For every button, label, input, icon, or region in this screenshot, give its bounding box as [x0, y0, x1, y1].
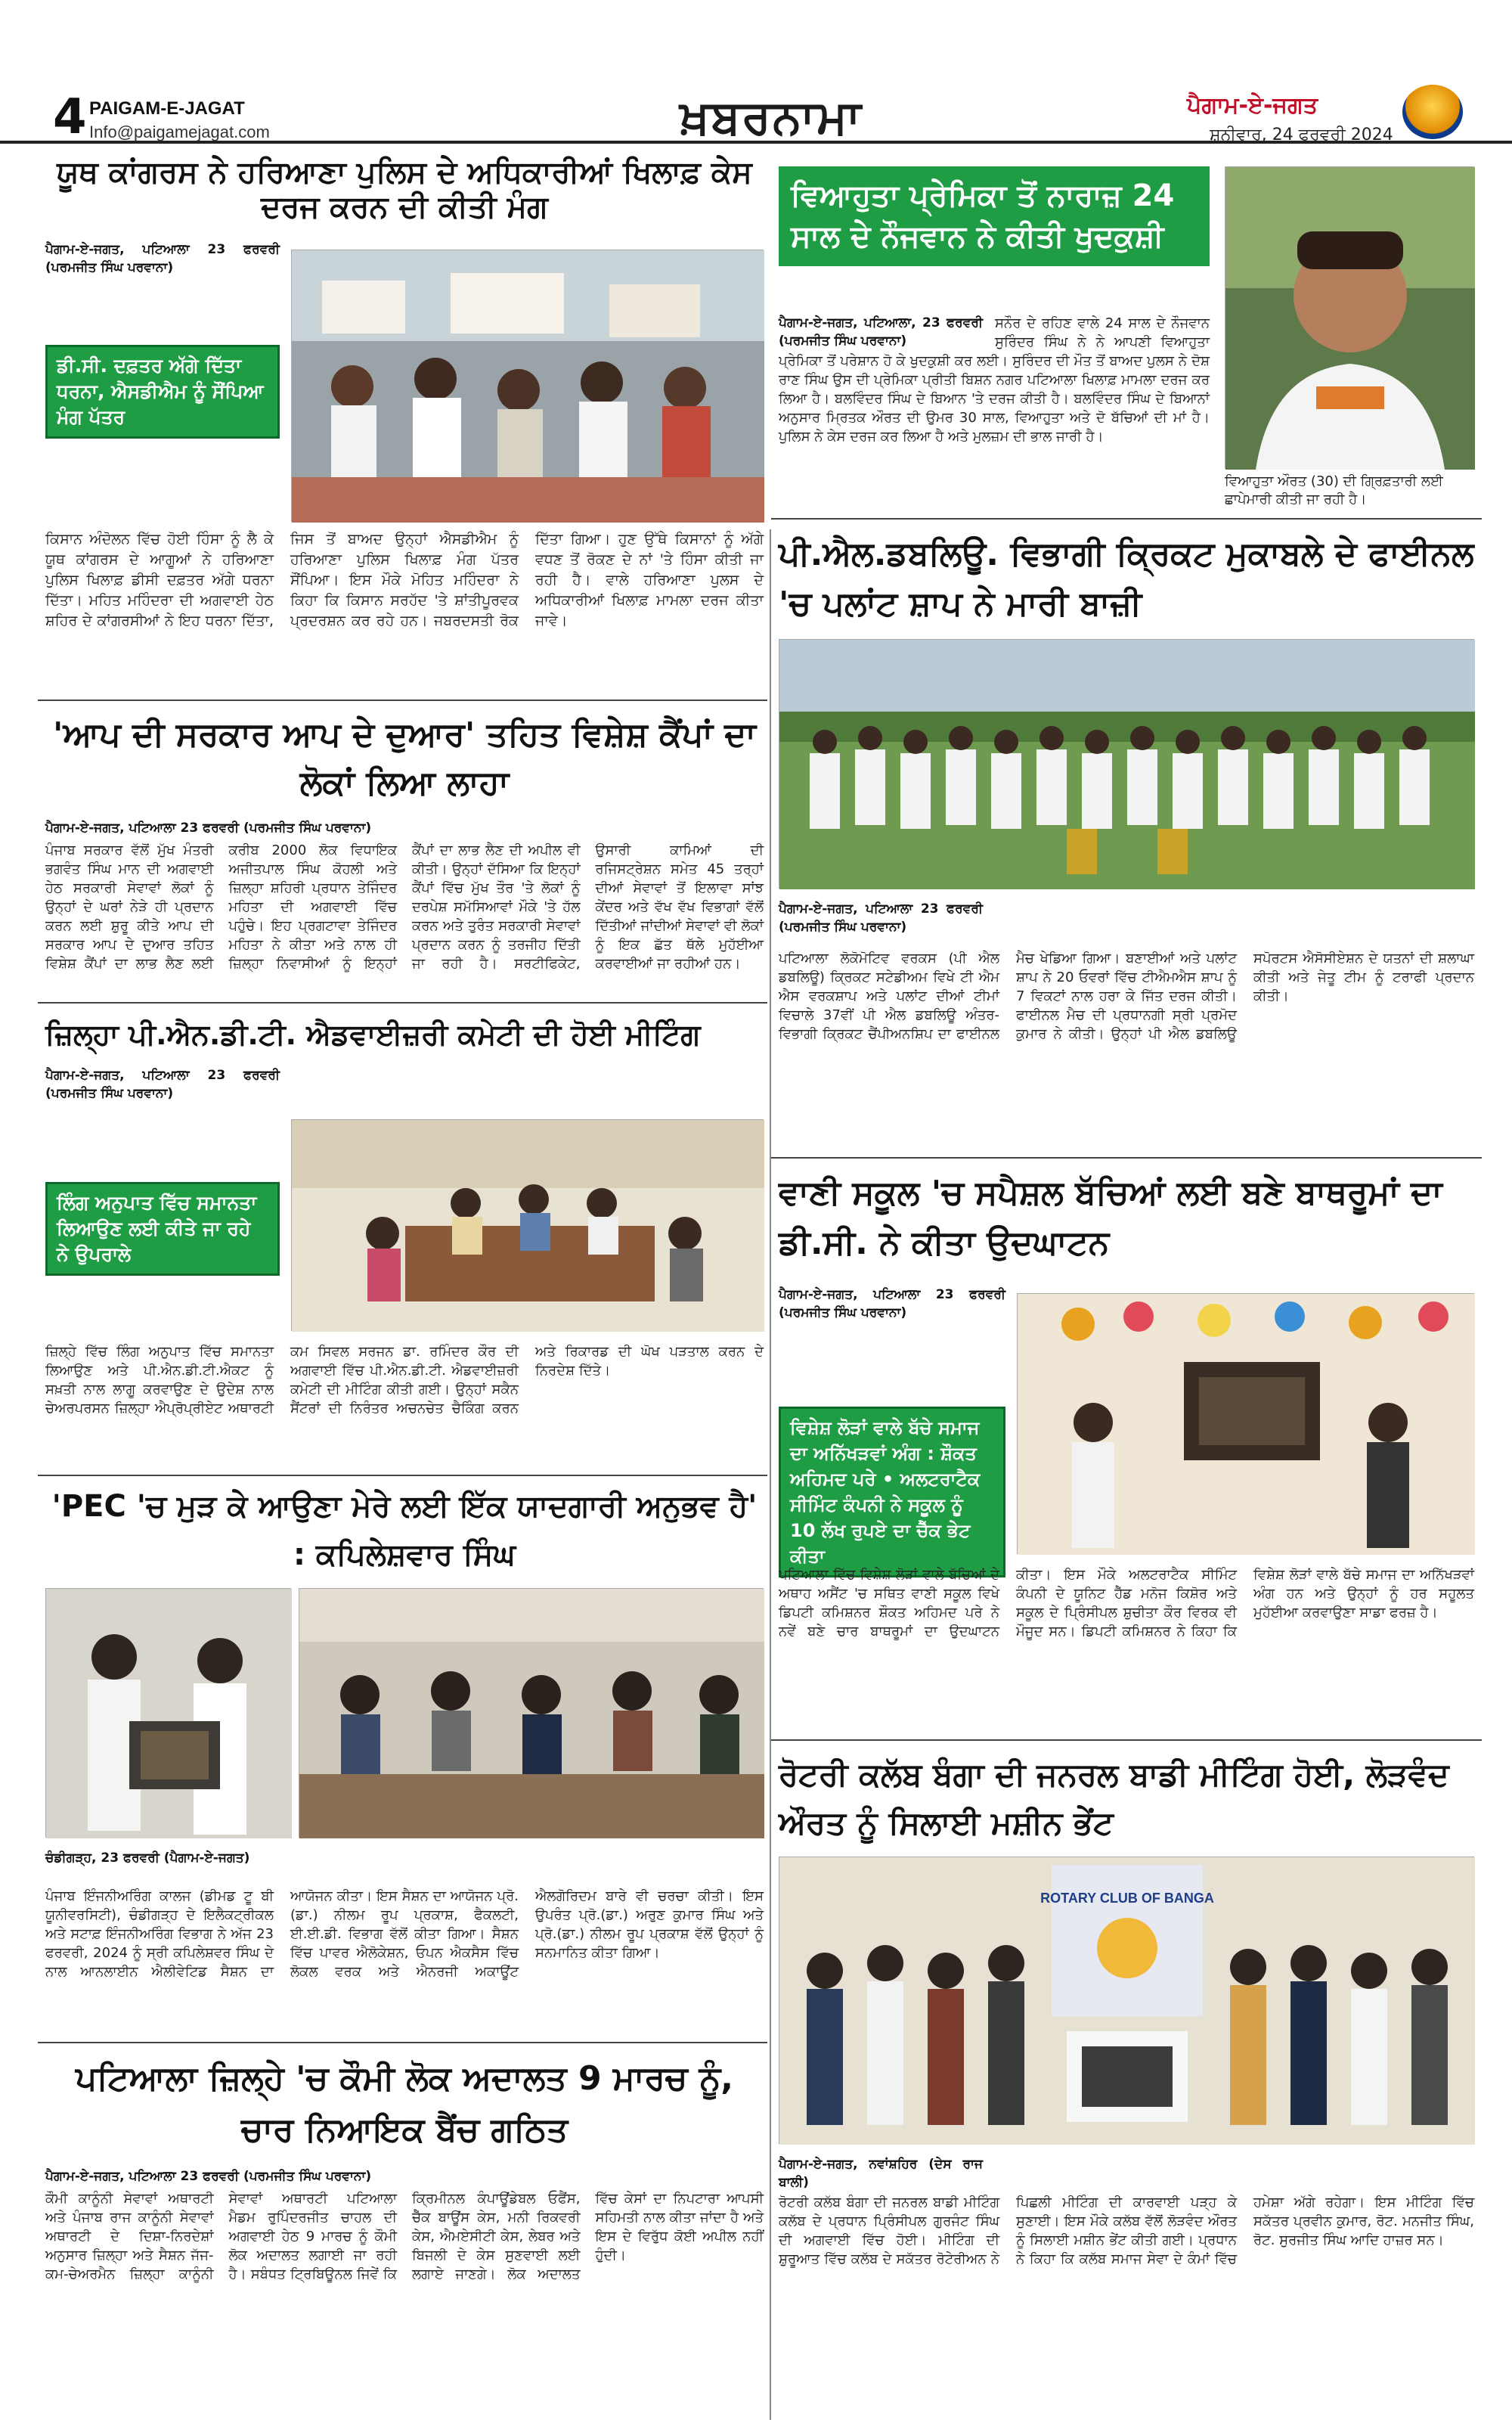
aap-camp-dateline: ਪੈਗਾਮ-ਏ-ਜਗਤ, ਪਟਿਆਲਾ 23 ਫਰਵਰੀ (ਪਰਮਜੀਤ ਸਿੰਘ ਪਰਵਾਨਾ)	[45, 821, 372, 836]
pec-award-photo	[45, 1588, 291, 1838]
pec-audience-illustration	[299, 1589, 764, 1838]
article-body-left	[45, 240, 280, 446]
pec-audience-photo	[299, 1588, 764, 1838]
rotary-illustration	[779, 1857, 1475, 2145]
protest-photo	[291, 250, 764, 522]
divider	[38, 1475, 767, 1476]
divider	[38, 2042, 767, 2043]
divider	[771, 518, 1482, 520]
meeting-photo	[291, 1119, 764, 1331]
article-headline: ਯੂਥ ਕਾਂਗਰਸ ਨੇ ਹਰਿਆਣਾ ਪੁਲਿਸ ਦੇ ਅਧਿਕਾਰੀਆਂ ਖਿਲਾਫ਼ ਕੇਸ ਦਰਜ ਕਰਨ ਦੀ ਕੀਤੀ ਮੰਗ	[57, 155, 752, 225]
cricket-body: ਪਟਿਆਲਾ ਲੋਕੋਮੋਟਿਵ ਵਰਕਸ (ਪੀ ਐਲ ਡਬਲਿਊ) ਕ੍ਰਿਕਟ ਸਟੇਡੀਅਮ ਵਿਖੇ ਟੀ ਐਮ ਐਸ ਵਰਕਸ਼ਾਪ ਅਤੇ ਪਲਾਂਟ ਦੀਆਂ ਟੀਮਾਂ ਵਿਚਾਲੇ 37ਵੀਂ ਪੀ ਐਲ ਡਬਲਿਊ ਅੰਤਰ-ਵਿਭਾਗੀ ਕ੍ਰਿਕਟ ਚੈਂਪੀਅਨਸ਼ਿਪ ਦਾ ਫਾਈਨਲ ਮੈਚ ਖੇਡਿਆ ਗਿਆ। ਬਣਾਈਆਂ ਅਤੇ ਪਲਾਂਟ ਸ਼ਾਪ ਨੇ 20 ਓਵਰਾਂ ਵਿੱਚ ਟੀਐਮਐਸ ਸ਼ਾਪ ਨੂੰ 7 ਵਿਕਟਾਂ ਨਾਲ ਹਰਾ ਕੇ ਜਿੱਤ ਦਰਜ ਕੀਤੀ। ਫਾਈਨਲ ਮੈਚ ਦੀ ਪ੍ਰਧਾਨਗੀ ਸ੍ਰੀ ਪ੍ਰਮੋਦ ਕੁਮਾਰ ਨੇ ਕੀਤੀ। ਉਨ੍ਹਾਂ ਪੀ ਐਲ ਡਬਲਿਊ ਸਪੋਰਟਸ ਐਸੋਸੀਏਸ਼ਨ ਦੇ ਯਤਨਾਂ ਦੀ ਸ਼ਲਾਘਾ ਕੀਤੀ ਅਤੇ ਜੇਤੂ ਟੀਮ ਨੂੰ ਟਰਾਫੀ ਪ੍ਰਦਾਨ ਕੀਤੀ।	[779, 951, 1474, 1042]
aap-camp-body: ਪੰਜਾਬ ਸਰਕਾਰ ਵੱਲੋਂ ਮੁੱਖ ਮੰਤਰੀ ਭਗਵੰਤ ਸਿੰਘ ਮਾਨ ਦੀ ਅਗਵਾਈ ਹੇਠ ਸਰਕਾਰੀ ਸੇਵਾਵਾਂ ਲੋਕਾਂ ਨੂੰ ਉਨ੍ਹਾਂ ਦੇ ਘਰਾਂ ਨੇੜੇ ਹੀ ਪ੍ਰਦਾਨ ਕਰਨ ਲਈ ਸ਼ੁਰੂ ਕੀਤੇ ਆਪ ਦੀ ਸਰਕਾਰ ਆਪ ਦੇ ਦੁਆਰ ਤਹਿਤ ਵਿਸ਼ੇਸ਼ ਕੈਂਪਾਂ ਦਾ ਲਾਭ ਲੈਣ ਲਈ ਕਰੀਬ 2000 ਲੋਕ ਵਿਧਾਇਕ ਅਜੀਤਪਾਲ ਸਿੰਘ ਕੋਹਲੀ ਅਤੇ ਜ਼ਿਲ੍ਹਾ ਸ਼ਹਿਰੀ ਪ੍ਰਧਾਨ ਤੇਜਿੰਦਰ ਮਹਿਤਾ ਦੀ ਅਗਵਾਈ ਵਿੱਚ ਪਹੁੰਚੇ। ਇਹ ਪ੍ਰਗਟਾਵਾ ਤੇਜਿੰਦਰ ਮਹਿਤਾ ਨੇ ਕੀਤਾ ਅਤੇ ਨਾਲ ਹੀ ਜ਼ਿਲ੍ਹਾ ਨਿਵਾਸੀਆਂ ਨੂੰ ਇਨ੍ਹਾਂ ਕੈਂਪਾਂ ਦਾ ਲਾਭ ਲੈਣ ਦੀ ਅਪੀਲ ਵੀ ਕੀਤੀ। ਉਨ੍ਹਾਂ ਦੱਸਿਆ ਕਿ ਇਨ੍ਹਾਂ ਕੈਂਪਾਂ ਵਿੱਚ ਮੁੱਖ ਤੌਰ 'ਤੇ ਲੋਕਾਂ ਨੂੰ ਦਰਪੇਸ਼ ਸਮੱਸਿਆਵਾਂ ਮੌਕੇ 'ਤੇ ਹੱਲ ਕਰਨ ਅਤੇ ਤੁਰੰਤ ਸਰਕਾਰੀ ਸੇਵਾਵਾਂ ਪ੍ਰਦਾਨ ਕਰਨ ਨੂੰ ਤਰਜੀਹ ਦਿੱਤੀ ਜਾ ਰਹੀ ਹੈ। ਸਰਟੀਫਿਕੇਟ, ਉਸਾਰੀ ਕਾਮਿਆਂ ਦੀ ਰਜਿਸਟ੍ਰੇਸ਼ਨ ਸਮੇਤ 45 ਤਰ੍ਹਾਂ ਦੀਆਂ ਸੇਵਾਵਾਂ ਤੋਂ ਇਲਾਵਾ ਸਾਂਝ ਕੇਂਦਰ ਅਤੇ ਵੱਖ ਵੱਖ ਵਿਭਾਗਾਂ ਵੱਲੋਂ ਦਿੱਤੀਆਂ ਜਾਂਦੀਆਂ ਸੇਵਾਵਾਂ ਵੀ ਲੋਕਾਂ ਨੂੰ ਇਕ ਛੱਤ ਥੱਲੇ ਮੁਹੱਈਆ ਕਰਵਾਈਆਂ ਜਾ ਰਹੀਆਂ ਹਨ।	[45, 842, 764, 972]
divider	[771, 1157, 1482, 1159]
rotary-body: ਰੋਟਰੀ ਕਲੱਬ ਬੰਗਾ ਦੀ ਜਨਰਲ ਬਾਡੀ ਮੀਟਿੰਗ ਕਲੱਬ ਦੇ ਪ੍ਰਧਾਨ ਪ੍ਰਿੰਸੀਪਲ ਗੁਰਜੰਟ ਸਿੰਘ ਦੀ ਅਗਵਾਈ ਵਿੱਚ ਹੋਈ। ਮੀਟਿੰਗ ਦੀ ਸ਼ੁਰੂਆਤ ਵਿੱਚ ਕਲੱਬ ਦੇ ਸਕੱਤਰ ਰੋਟੇਰੀਅਨ ਨੇ ਪਿਛਲੀ ਮੀਟਿੰਗ ਦੀ ਕਾਰਵਾਈ ਪੜ੍ਹ ਕੇ ਸੁਣਾਈ। ਇਸ ਮੌਕੇ ਕਲੱਬ ਵੱਲੋਂ ਲੋੜਵੰਦ ਔਰਤ ਨੂੰ ਸਿਲਾਈ ਮਸ਼ੀਨ ਭੇਂਟ ਕੀਤੀ ਗਈ। ਪ੍ਰਧਾਨ ਨੇ ਕਿਹਾ ਕਿ ਕਲੱਬ ਸਮਾਜ ਸੇਵਾ ਦੇ ਕੰਮਾਂ ਵਿੱਚ ਹਮੇਸ਼ਾ ਅੱਗੇ ਰਹੇਗਾ। ਇਸ ਮੀਟਿੰਗ ਵਿੱਚ ਸਕੱਤਰ ਪ੍ਰਵੀਨ ਕੁਮਾਰ, ਰੋਟ. ਮਨਜੀਤ ਸਿੰਘ, ਰੋਟ. ਸੁਰਜੀਤ ਸਿੰਘ ਆਦਿ ਹਾਜ਼ਰ ਸਨ।	[779, 2195, 1474, 2267]
pec-award-illustration	[46, 1589, 292, 1838]
section-title: ਖ਼ਬਰਨਾਮਾ	[680, 89, 863, 144]
rotary-headline: ਰੋਟਰੀ ਕਲੱਬ ਬੰਗਾ ਦੀ ਜਨਰਲ ਬਾਡੀ ਮੀਟਿੰਗ ਹੋਈ, ਲੋੜਵੰਦ ਔਰਤ ਨੂੰ ਸਿਲਾਈ ਮਸ਼ੀਨ ਭੇਂਟ	[779, 1756, 1449, 1841]
divider	[38, 700, 767, 701]
callout-box: ਡੀ.ਸੀ. ਦਫ਼ਤਰ ਅੱਗੇ ਦਿੱਤਾ ਧਰਨਾ, ਐਸਡੀਐਮ ਨੂੰ ਸੌਂਪਿਆ ਮੰਗ ਪੱਤਰ	[45, 345, 280, 439]
pndt-body: ਜ਼ਿਲ੍ਹੇ ਵਿੱਚ ਲਿੰਗ ਅਨੁਪਾਤ ਵਿੱਚ ਸਮਾਨਤਾ ਲਿਆਉਣ ਅਤੇ ਪੀ.ਐਨ.ਡੀ.ਟੀ.ਐਕਟ ਨੂੰ ਸਖ਼ਤੀ ਨਾਲ ਲਾਗੂ ਕਰਵਾਉਣ ਦੇ ਉਦੇਸ਼ ਨਾਲ ਚੇਅਰਪਰਸਨ ਜ਼ਿਲ੍ਹਾ ਐਪ੍ਰੋਪ੍ਰੀਏਟ ਅਥਾਰਟੀ ਕਮ ਸਿਵਲ ਸਰਜਨ ਡਾ. ਰਮਿੰਦਰ ਕੌਰ ਦੀ ਅਗਵਾਈ ਵਿੱਚ ਪੀ.ਐਨ.ਡੀ.ਟੀ. ਐਡਵਾਈਜ਼ਰੀ ਕਮੇਟੀ ਦੀ ਮੀਟਿੰਗ ਕੀਤੀ ਗਈ। ਉਨ੍ਹਾਂ ਸਕੈਨ ਸੈਂਟਰਾਂ ਦੀ ਨਿਰੰਤਰ ਅਚਨਚੇਤ ਚੈਕਿੰਗ ਕਰਨ ਅਤੇ ਰਿਕਾਰਡ ਦੀ ਘੋਖ ਪੜਤਾਲ ਕਰਨ ਦੇ ਨਿਰਦੇਸ਼ ਦਿੱਤੇ।	[45, 1344, 764, 1416]
callout-box: ਲਿੰਗ ਅਨੁਪਾਤ ਵਿੱਚ ਸਮਾਨਤਾ ਲਿਆਉਣ ਲਈ ਕੀਤੇ ਜਾ ਰਹੇ ਨੇ ਉਪਰਾਲੇ	[45, 1182, 280, 1276]
victim-photo-illustration	[1225, 167, 1475, 470]
article-headline: ਵਿਆਹੁਤਾ ਪ੍ਰੇਮਿਕਾ ਤੋਂ ਨਾਰਾਜ਼ 24 ਸਾਲ ਦੇ ਨੌਜਵਾਨ ਨੇ ਕੀਤੀ ਖੁਦਕੁਸ਼ੀ	[779, 166, 1210, 266]
masthead	[0, 0, 1512, 144]
dateline: ਪੈਗਾਮ-ਏ-ਜਗਤ, ਪਟਿਆਲਾ 23 ਫਰਵਰੀ (ਪਰਮਜੀਤ ਸਿੰਘ ਪਰਵਾਨਾ)	[45, 1068, 280, 1101]
pndt-left	[45, 1066, 280, 1276]
school-headline: ਵਾਣੀ ਸਕੂਲ 'ਚ ਸਪੈਸ਼ਲ ਬੱਚਿਆਂ ਲਈ ਬਣੇ ਬਾਥਰੂਮਾਂ ਦਾ ਡੀ.ਸੀ. ਨੇ ਕੀਤਾ ਉਦਘਾਟਨ	[779, 1174, 1442, 1262]
brand-name: PAIGAM-E-JAGAT	[89, 98, 245, 119]
pec-body: ਪੰਜਾਬ ਇੰਜਨੀਅਰਿੰਗ ਕਾਲਜ (ਡੀਮਡ ਟੂ ਬੀ ਯੂਨੀਵਰਸਿਟੀ), ਚੰਡੀਗੜ੍ਹ ਦੇ ਇਲੈਕਟ੍ਰੀਕਲ ਅਤੇ ਸਟਾਫ਼ ਇੰਜਨੀਅਰਿੰਗ ਵਿਭਾਗ ਨੇ ਅੱਜ 23 ਫਰਵਰੀ, 2024 ਨੂੰ ਸ੍ਰੀ ਕਪਿਲੇਸ਼ਵਰ ਸਿੰਘ ਦੇ ਨਾਲ ਆਨਲਾਈਨ ਐਲੀਵੇਟਿਡ ਸੈਸ਼ਨ ਦਾ ਆਯੋਜਨ ਕੀਤਾ। ਇਸ ਸੈਸ਼ਨ ਦਾ ਆਯੋਜਨ ਪ੍ਰੋ.(ਡਾ.) ਨੀਲਮ ਰੂਪ ਪ੍ਰਕਾਸ਼, ਫੈਕਲਟੀ, ਈ.ਈ.ਡੀ. ਵਿਭਾਗ ਵੱਲੋਂ ਕੀਤਾ ਗਿਆ। ਸੈਸ਼ਨ ਵਿੱਚ ਪਾਵਰ ਐਲੋਕੇਸ਼ਨ, ਓਪਨ ਐਕਸੈਸ ਵਿੱਚ ਲੋਕਲ ਵਰਕ ਅਤੇ ਐਨਰਜੀ ਅਕਾਊਂਟ ਐਲਗੋਰਿਦਮ ਬਾਰੇ ਵੀ ਚਰਚਾ ਕੀਤੀ। ਇਸ ਉਪਰੰਤ ਪ੍ਰੋ.(ਡਾ.) ਅਰੁਣ ਕੁਮਾਰ ਸਿੰਘ ਅਤੇ ਪ੍ਰੋ.(ਡਾ.) ਨੀਲਮ ਰੂਪ ਪ੍ਰਕਾਸ਼ ਵੱਲੋਂ ਉਨ੍ਹਾਂ ਨੂੰ ਸਨਮਾਨਿਤ ਕੀਤਾ ਗਿਆ।	[45, 1888, 764, 1980]
article-body: ਕਿਸਾਨ ਅੰਦੋਲਨ ਵਿੱਚ ਹੋਈ ਹਿੰਸਾ ਨੂੰ ਲੈ ਕੇ ਯੂਥ ਕਾਂਗਰਸ ਦੇ ਆਗੂਆਂ ਨੇ ਹਰਿਆਣਾ ਪੁਲਿਸ ਖਿਲਾਫ਼ ਡੀਸੀ ਦਫ਼ਤਰ ਅੱਗੇ ਧਰਨਾ ਦਿੱਤਾ। ਮਹਿਤ ਮਹਿੰਦਰਾ ਦੀ ਅਗਵਾਈ ਹੇਠ ਸ਼ਹਿਰ ਦੇ ਕਾਂਗਰਸੀਆਂ ਨੇ ਇਹ ਧਰਨਾ ਦਿੱਤਾ, ਜਿਸ ਤੋਂ ਬਾਅਦ ਉਨ੍ਹਾਂ ਐਸਡੀਐਮ ਨੂੰ ਹਰਿਆਣਾ ਪੁਲਿਸ ਖਿਲਾਫ਼ ਮੰਗ ਪੱਤਰ ਸੌਂਪਿਆ। ਇਸ ਮੌਕੇ ਮੋਹਿਤ ਮਹਿੰਦਰਾ ਨੇ ਕਿਹਾ ਕਿ ਕਿਸਾਨ ਸਰਹੱਦ 'ਤੇ ਸ਼ਾਂਤੀਪੂਰਵਕ ਪ੍ਰਦਰਸ਼ਨ ਕਰ ਰਹੇ ਹਨ। ਜਬਰਦਸਤੀ ਰੋਕ ਦਿੱਤਾ ਗਿਆ। ਹੁਣ ਉੱਥੇ ਕਿਸਾਨਾਂ ਨੂੰ ਅੱਗੇ ਵਧਣ ਤੋਂ ਰੋਕਣ ਦੇ ਨਾਂ 'ਤੇ ਹਿੰਸਾ ਕੀਤੀ ਜਾ ਰਹੀ ਹੈ। ਵਾਲੇ ਹਰਿਆਣਾ ਪੁਲਸ ਦੇ ਅਧਿਕਾਰੀਆਂ ਖਿਲਾਫ਼ ਮਾਮਲਾ ਦਰਜ ਕੀਤਾ ਜਾਵੇ।	[45, 531, 764, 629]
rotary-banner-text: ROTARY CLUB OF BANGA	[1040, 1891, 1214, 1906]
issue-date: ਸ਼ਨੀਵਾਰ, 24 ਫਰਵਰੀ 2024	[1210, 126, 1393, 144]
rotary-dateline: ਪੈਗਾਮ-ਏ-ਜਗਤ, ਨਵਾਂਸ਼ਹਿਰ (ਦੇਸ ਰਾਜ ਬਾਲੀ)	[779, 2157, 983, 2190]
aap-camp-headline: 'ਆਪ ਦੀ ਸਰਕਾਰ ਆਪ ਦੇ ਦੁਆਰ' ਤਹਿਤ ਵਿਸ਼ੇਸ਼ ਕੈਂਪਾਂ ਦਾ ਲੋਕਾਂ ਲਿਆ ਲਾਹਾ	[53, 715, 756, 802]
lok-adalat-dateline: ਪੈਗਾਮ-ਏ-ਜਗਤ, ਪਟਿਆਲਾ 23 ਫਰਵਰੀ (ਪਰਮਜੀਤ ਸਿੰਘ ਪਰਵਾਨਾ)	[45, 2169, 372, 2184]
inauguration-illustration	[1018, 1294, 1475, 1555]
dateline: ਪੈਗਾਮ-ਏ-ਜਗਤ, ਪਟਿਆਲਾ, 23 ਫਰਵਰੀ (ਪਰਮਜੀਤ ਸਿੰਘ ਪਰਵਾਨਾ)	[779, 315, 983, 349]
column-divider	[770, 529, 771, 2420]
school-callout: ਵਿਸ਼ੇਸ਼ ਲੋੜਾਂ ਵਾਲੇ ਬੱਚੇ ਸਮਾਜ ਦਾ ਅਨਿੱਖੜਵਾਂ ਅੰਗ : ਸ਼ੌਕਤ ਅਹਿਮਦ ਪਰੇ • ਅਲਟਰਾਟੈਕ ਸੀਮਿੰਟ ਕੰਪਨੀ ਨੇ ਸਕੂਲ ਨੂੰ 10 ਲੱਖ ਰੁਪਏ ਦਾ ਚੈੱਕ ਭੇਟ ਕੀਤਾ	[779, 1407, 1005, 1577]
pndt-headline: ਜ਼ਿਲ੍ਹਾ ਪੀ.ਐਨ.ਡੀ.ਟੀ. ਐਡਵਾਈਜ਼ਰੀ ਕਮੇਟੀ ਦੀ ਹੋਈ ਮੀਟਿੰਗ	[45, 1018, 701, 1051]
lok-adalat-headline: ਪਟਿਆਲਾ ਜ਼ਿਲ੍ਹੇ 'ਚ ਕੌਮੀ ਲੋਕ ਅਦਾਲਤ 9 ਮਾਰਚ ਨੂੰ, ਚਾਰ ਨਿਆਇਕ ਬੈਂਚ ਗਠਿਤ	[75, 2059, 734, 2149]
inauguration-photo	[1017, 1293, 1474, 1554]
divider	[771, 1739, 1482, 1741]
school-body: ਪਟਿਆਲਾ ਵਿੱਚ ਵਿਸ਼ੇਸ਼ ਲੋੜਾਂ ਵਾਲੇ ਬੱਚਿਆਂ ਦੇ ਅਥਾਹ ਅਸੈਂਟ 'ਚ ਸਥਿਤ ਵਾਣੀ ਸਕੂਲ ਵਿਖੇ ਡਿਪਟੀ ਕਮਿਸ਼ਨਰ ਸ਼ੌਕਤ ਅਹਿਮਦ ਪਰੇ ਨੇ ਨਵੇਂ ਬਣੇ ਚਾਰ ਬਾਥਰੂਮਾਂ ਦਾ ਉਦਘਾਟਨ ਕੀਤਾ। ਇਸ ਮੌਕੇ ਅਲਟਰਾਟੈਕ ਸੀਮਿੰਟ ਕੰਪਨੀ ਦੇ ਯੂਨਿਟ ਹੈੱਡ ਮਨੋਜ ਕਿਸ਼ੋਰ ਅਤੇ ਸਕੂਲ ਦੇ ਪ੍ਰਿੰਸੀਪਲ ਸ਼ੁਚੀਤਾ ਕੌਰ ਵਿਰਕ ਵੀ ਮੌਜੂਦ ਸਨ। ਡਿਪਟੀ ਕਮਿਸ਼ਨਰ ਨੇ ਕਿਹਾ ਕਿ ਵਿਸ਼ੇਸ਼ ਲੋੜਾਂ ਵਾਲੇ ਬੱਚੇ ਸਮਾਜ ਦਾ ਅਨਿੱਖੜਵਾਂ ਅੰਗ ਹਨ ਅਤੇ ਉਨ੍ਹਾਂ ਨੂੰ ਹਰ ਸਹੂਲਤ ਮੁਹੱਈਆ ਕਰਵਾਉਣਾ ਸਾਡਾ ਫਰਜ਼ ਹੈ।	[779, 1567, 1474, 1639]
school-dateline: ਪੈਗਾਮ-ਏ-ਜਗਤ, ਪਟਿਆਲਾ 23 ਫਰਵਰੀ (ਪਰਮਜੀਤ ਸਿੰਘ ਪਰਵਾਨਾ)	[779, 1287, 1005, 1320]
contact-email[interactable]: Info@paigamejagat.com	[89, 123, 270, 141]
cricket-headline: ਪੀ.ਐਲ.ਡਬਲਿਊ. ਵਿਭਾਗੀ ਕ੍ਰਿਕਟ ਮੁਕਾਬਲੇ ਦੇ ਫਾਈਨਲ 'ਚ ਪਲਾਂਟ ਸ਼ਾਪ ਨੇ ਮਾਰੀ ਬਾਜ਼ੀ	[779, 535, 1474, 623]
cricket-team-photo	[779, 639, 1474, 889]
article-suicide	[779, 166, 1210, 266]
lok-adalat-body: ਕੌਮੀ ਕਾਨੂੰਨੀ ਸੇਵਾਵਾਂ ਅਥਾਰਟੀ ਅਤੇ ਪੰਜਾਬ ਰਾਜ ਕਾਨੂੰਨੀ ਸੇਵਾਵਾਂ ਅਥਾਰਟੀ ਦੇ ਦਿਸ਼ਾ-ਨਿਰਦੇਸ਼ਾਂ ਅਨੁਸਾਰ ਜ਼ਿਲ੍ਹਾ ਅਤੇ ਸੈਸ਼ਨ ਜੱਜ-ਕਮ-ਚੇਅਰਮੈਨ ਜ਼ਿਲ੍ਹਾ ਕਾਨੂੰਨੀ ਸੇਵਾਵਾਂ ਅਥਾਰਟੀ ਪਟਿਆਲਾ ਮੈਡਮ ਰੁਪਿੰਦਰਜੀਤ ਚਾਹਲ ਦੀ ਅਗਵਾਈ ਹੇਠ 9 ਮਾਰਚ ਨੂੰ ਕੌਮੀ ਲੋਕ ਅਦਾਲਤ ਲਗਾਈ ਜਾ ਰਹੀ ਹੈ। ਸਬੰਧਤ ਟ੍ਰਿਬਿਊਨਲ ਜਿਵੇਂ ਕਿ ਕ੍ਰਿਮੀਨਲ ਕੰਪਾਊਂਡੇਬਲ ਓਫੈਂਸ, ਚੈੱਕ ਬਾਊਂਸ ਕੇਸ, ਮਨੀ ਰਿਕਵਰੀ ਕੇਸ, ਐਮਏਸੀਟੀ ਕੇਸ, ਲੇਬਰ ਅਤੇ ਬਿਜਲੀ ਦੇ ਕੇਸ ਸੁਣਵਾਈ ਲਈ ਲਗਾਏ ਜਾਣਗੇ। ਲੋਕ ਅਦਾਲਤ ਵਿੱਚ ਕੇਸਾਂ ਦਾ ਨਿਪਟਾਰਾ ਆਪਸੀ ਸਹਿਮਤੀ ਨਾਲ ਕੀਤਾ ਜਾਂਦਾ ਹੈ ਅਤੇ ਇਸ ਦੇ ਵਿਰੁੱਧ ਕੋਈ ਅਪੀਲ ਨਹੀਂ ਹੁੰਦੀ।	[45, 2191, 764, 2282]
cricket-team-illustration	[779, 640, 1475, 889]
victim-photo	[1225, 166, 1474, 469]
dateline: ਪੈਗਾਮ-ਏ-ਜਗਤ, ਪਟਿਆਲਾ 23 ਫਰਵਰੀ (ਪਰਮਜੀਤ ਸਿੰਘ ਪਰਵਾਨਾ)	[45, 242, 280, 275]
pec-headline: 'PEC 'ਚ ਮੁੜ ਕੇ ਆਉਣਾ ਮੇਰੇ ਲਈ ਇੱਕ ਯਾਦਗਾਰੀ ਅਨੁਭਵ ਹੈ' : ਕਪਿਲੇਸ਼ਵਾਰ ਸਿੰਘ	[51, 1489, 758, 1572]
paper-name: ਪੈਗਾਮ-ਏ-ਜਗਤ	[1187, 92, 1318, 119]
divider	[38, 1002, 767, 1004]
photo-caption: ਵਿਆਹੁਤਾ ਔਰਤ (30) ਦੀ ਗ੍ਰਿਫ਼ਤਾਰੀ ਲਈ ਛਾਪੇਮਾਰੀ ਕੀਤੀ ਜਾ ਰਹੀ ਹੈ।	[1225, 473, 1443, 507]
cricket-dateline: ਪੈਗਾਮ-ਏ-ਜਗਤ, ਪਟਿਆਲਾ 23 ਫਰਵਰੀ (ਪਰਮਜੀਤ ਸਿੰਘ ਪਰਵਾਨਾ)	[779, 901, 983, 935]
meeting-photo-illustration	[292, 1120, 764, 1332]
article-body-wrap	[779, 314, 1210, 488]
rotary-group-photo	[779, 1857, 1474, 2144]
article-body: ਸਨੌਰ ਦੇ ਰਹਿਣ ਵਾਲੇ 24 ਸਾਲ ਦੇ ਨੌਜਵਾਨ ਸੁਰਿੰਦਰ ਸਿੰਘ ਨੇ ਨੇ ਆਪਣੀ ਵਿਆਹੁਤਾ ਪ੍ਰੇਮਿਕਾ ਤੋਂ ਪਰੇਸ਼ਾਨ ਹੋ ਕੇ ਖੁਦਕੁਸ਼ੀ ਕਰ ਲਈ। ਸੁਰਿੰਦਰ ਦੀ ਮੌਤ ਤੋਂ ਬਾਅਦ ਪੁਲਸ ਨੇ ਦੋਸ਼ ਰਾਣ ਸਿੰਘ ਉਸ ਦੀ ਪ੍ਰੇਮਿਕਾ ਪ੍ਰੀਤੀ ਬਿਸ਼ਨ ਨਗਰ ਪਟਿਆਲਾ ਖਿਲਾਫ਼ ਮਾਮਲਾ ਦਰਜ ਕਰ ਲਿਆ ਹੈ। ਬਲਵਿੰਦਰ ਸਿੰਘ ਦੇ ਬਿਆਨ 'ਤੇ ਦਰਜ ਕੀਤੀ ਹੈ। ਬਲਵਿੰਦਰ ਸਿੰਘ ਦੇ ਬਿਆਨਾਂ ਅਨੁਸਾਰ ਮ੍ਰਿਤਕ ਔਰਤ ਦੀ ਉਮਰ 30 ਸਾਲ, ਵਿਆਹੁਤਾ ਅਤੇ ਦੋ ਬੱਚਿਆਂ ਦੀ ਮਾਂ ਹੈ। ਪੁਲਿਸ ਨੇ ਕੇਸ ਦਰਜ ਕਰ ਲਿਆ ਹੈ ਅਤੇ ਮੁਲਜ਼ਮ ਦੀ ਭਾਲ ਜਾਰੀ ਹੈ।	[779, 315, 1210, 445]
paper-logo-icon	[1402, 85, 1463, 139]
protest-photo-illustration	[292, 250, 764, 523]
page-number: 4	[53, 89, 87, 145]
pec-dateline: ਚੰਡੀਗੜ੍ਹ, 23 ਫਰਵਰੀ (ਪੈਗਾਮ-ਏ-ਜਗਤ)	[45, 1850, 250, 1866]
